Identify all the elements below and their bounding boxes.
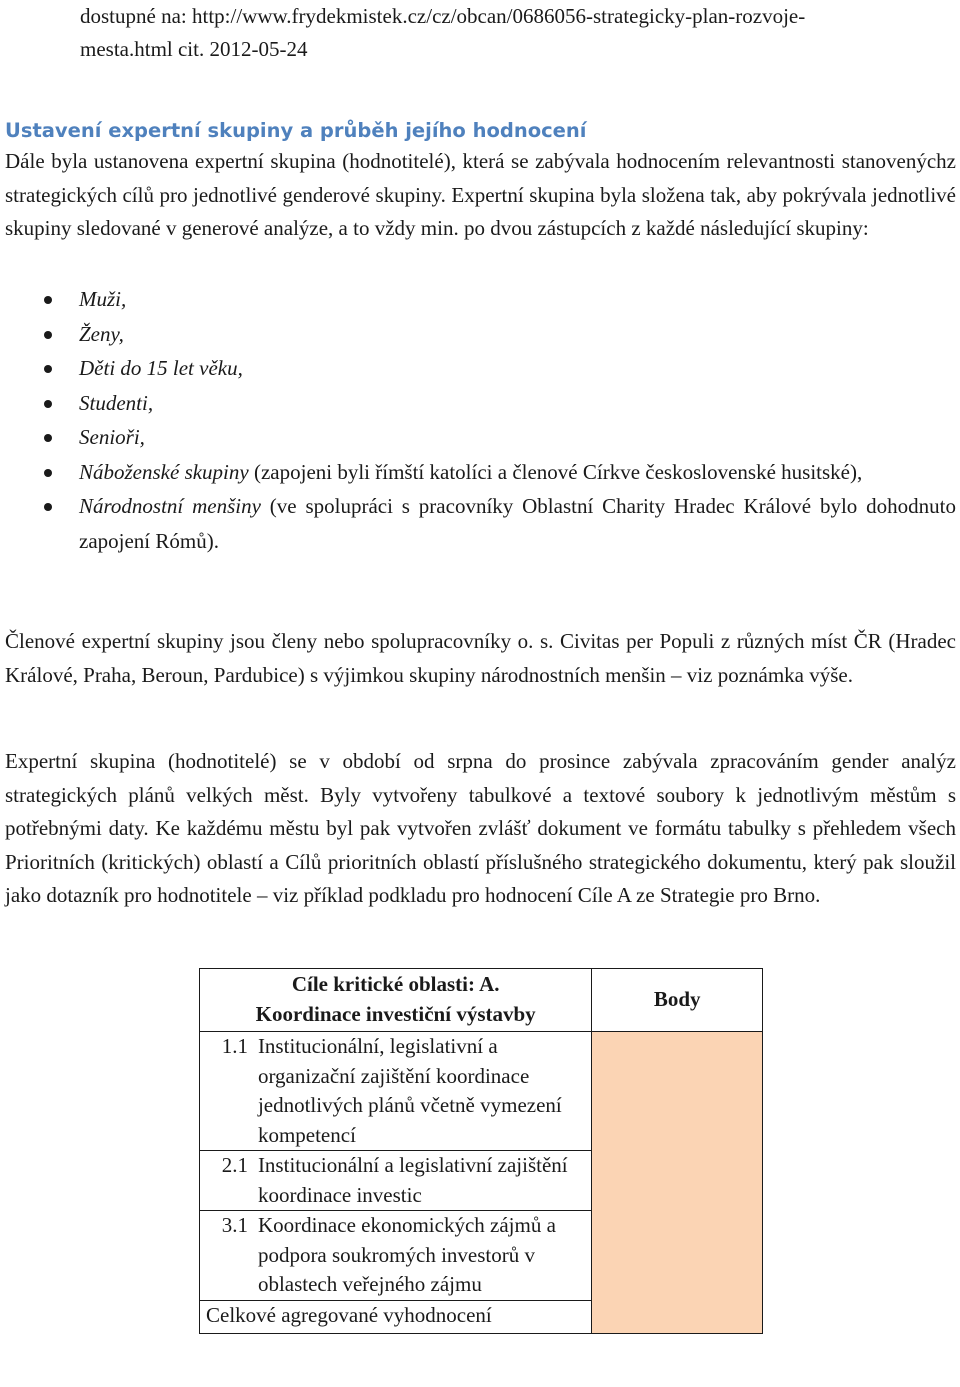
bullet-icon [44,331,52,339]
group-name: Muži, [79,287,127,311]
total-label: Celkové agregované vyhodnocení [200,1300,592,1334]
section-heading: Ustavení expertní skupiny a průběh jejího hodnocení [5,119,587,142]
group-note: (zapojeni byli římští katolíci a členové Církve československé husitské), [248,459,863,484]
list-item [0,386,956,421]
group-note: (ve spolupráci s pracovníky Oblastní Charity Hradec Králové bylo dohodnuto zapojení Rómů). [79,494,956,553]
group-list [0,282,956,558]
row-number: 1.1 [200,1032,252,1151]
paragraph-expert-group: Dále byla ustanovena expertní skupina (hodnotitelé), která se zabývala hodnocením relevantnosti stanovenýchz strategických cílů pro jednotlivé genderové skupiny. Expertní skupina byla složena tak, aby pokrývala jednotlivé skupiny sledované v generové analýze, a to vždy min. po dvou zástupcích z každé následující skupiny: [5,149,956,240]
group-name: Národnostní menšiny [79,494,261,518]
bullet-icon [44,296,52,304]
header-title-line-2: Koordinace investiční výstavby [255,1001,536,1026]
group-name: Senioři, [79,425,145,449]
citation-line-1: dostupné na: http://www.frydekmistek.cz/cz/obcan/0686056-strategicky-plan-rozvoje- [80,4,806,28]
table-row [200,1032,763,1151]
bullet-icon [44,400,52,408]
table-header-row [200,969,763,1032]
group-name: Děti do 15 let věku, [79,356,243,380]
row-number: 3.1 [200,1211,252,1301]
score-cell[interactable] [592,1032,763,1334]
bullet-icon [44,503,52,511]
group-name: Ženy, [79,321,124,346]
header-title-line-1: Cíle kritické oblasti: A. [291,972,500,996]
row-goal: Institucionální, legislativní a organizační zajištění koordinace jednotlivých plánů včetně vymezení kompetencí [252,1032,592,1151]
list-item [0,282,956,317]
row-number: 2.1 [200,1151,252,1211]
table-header-score: Body [592,969,763,1032]
list-item [0,455,956,490]
evaluation-table [199,968,763,1334]
list-item [0,351,956,386]
list-item [0,420,956,455]
group-name: Studenti, [79,390,154,415]
row-goal: Koordinace ekonomických zájmů a podpora soukromých investorů v oblastech veřejného zájmu [252,1211,592,1301]
citation-line-2: mesta.html cit. 2012-05-24 [80,37,308,61]
bullet-icon [44,469,52,477]
bullet-icon [44,434,52,442]
list-item [0,489,956,558]
paragraph-members: Členové expertní skupiny jsou členy nebo spolupracovníky o. s. Civitas per Populi z různých míst ČR (Hradec Králové, Praha, Beroun, Pardubice) s výjimkou skupiny národnostních menšin – viz poznámka výše. [5,629,956,687]
table-header-title [200,969,592,1032]
bullet-icon [44,365,52,373]
list-item [0,317,956,352]
citation [80,0,940,66]
group-name: Náboženské skupiny [79,459,249,484]
row-goal: Institucionální a legislativní zajištění koordinace investic [252,1151,592,1211]
paragraph-evaluation: Expertní skupina (hodnotitelé) se v období od srpna do prosince zabývala zpracováním gender analýz strategických plánů velkých měst. Byly vytvořeny tabulkové a textové soubory k jednotlivým městům s potřebnými daty. Ke každému městu byl pak vytvořen zvlášť dokument ve formátu tabulky s přehledem všech Prioritních (kritických) oblastí a Cílů prioritních oblastí příslušného strategického dokumentu, který pak sloužil jako dotazník pro hodnotitele – viz příklad podkladu pro hodnocení Cíle A ze Strategie pro Brno. [5,749,956,907]
